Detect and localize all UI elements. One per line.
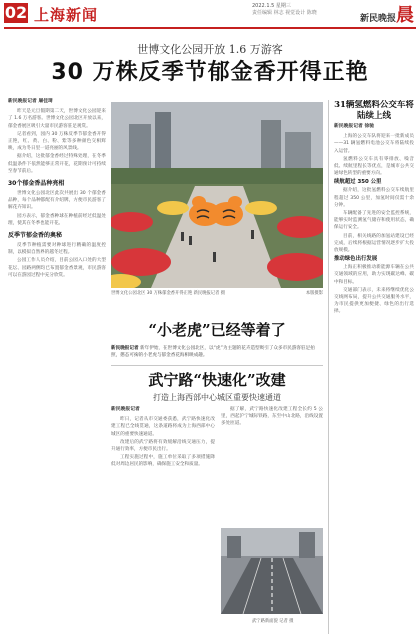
right-column	[334, 100, 414, 634]
tulip-tiger-photo	[111, 102, 323, 288]
right-paragraph: 氢燃料公交车具有零排放、噪音低、续航里程长等优点，是城市公共交通绿色转型的重要方向。	[334, 156, 414, 177]
road-illustration	[221, 528, 323, 614]
story-divider	[111, 365, 323, 366]
photo-caption-text: 世博文化公园北区 30 万株郁金香开得正艳 新民晚报记者 摄	[111, 291, 226, 296]
lead-byline: 新民晚报记者 屠佳琦	[8, 99, 53, 104]
story2-headline: “小老虎”已经等着了	[148, 321, 286, 339]
story3-paragraph: 工程实施过程中，施工单位采取了多项措施降低对周边居民的影响，确保施工安全和质量。	[111, 455, 215, 468]
right-paragraph: 据介绍，这批氢燃料公交车续航里程超过 350 公里，加氢时间仅需十余分钟。	[334, 188, 414, 208]
right-paragraph: 上海的公交车队将迎来一批新成员——31 辆氢燃料电池公交车将陆续投入运营。	[334, 134, 414, 154]
right-paragraph: 目前，相关线路的加氢站建设已经完成，后续将根据运营情况逐步扩大投放规模。	[334, 233, 414, 254]
road-photo	[221, 528, 323, 614]
lead-paragraph: 昨天是元旦假期第二天，世博文化公园迎来了 1.6 万名游客。世博文化公园北区开放以来，郁金香展区吸引大量市民游客驻足观赏。	[8, 109, 106, 129]
lead-subhead: 30个郁金香品种亮相	[8, 180, 65, 188]
lead-headline: 30 万株反季节郁金香开得正艳	[51, 60, 369, 85]
right-byline: 新民晚报记者 徐驰	[334, 124, 375, 129]
story2-lead-label: 新民晚报记者	[111, 346, 139, 351]
column-divider	[328, 100, 329, 634]
photo-credit: 本版摄影	[305, 291, 323, 296]
section-title: 上海新闻	[34, 6, 99, 24]
masthead-rule	[4, 27, 416, 29]
page-number-badge: 02	[4, 3, 28, 22]
lead-paragraph: 记者看到，园内 30 万株反季节郁金香开得正艳，红、黄、白、粉、紫等多种颜色交相辉映，成为冬日里一道亮丽的风景线。	[8, 131, 106, 152]
lead-paragraph: 据介绍，这批郁金香经过特殊处理，在冬季低温条件下依然能够正常开花，花期预计可持续至春节前后。	[8, 154, 106, 174]
story3-byline: 新民晚报记者	[111, 407, 140, 412]
story3-paragraph: 改建后的武宁路将有效缓解沿线交通压力，提升通行效率，方便市民出行。	[111, 439, 215, 453]
masthead-meta	[252, 3, 372, 17]
lead-kicker: 世博文化公园开放 1.6 万游客	[137, 43, 283, 56]
story3-subtitle: 打造上海西部中心城区重要快速通道	[153, 393, 281, 402]
logo-text: 新民晚报	[359, 14, 396, 24]
right-subhead: 推动绿色出行发展	[334, 256, 378, 263]
lead-paragraph: 园方表示，郁金香种球在种植前经过低温处理，使其在冬季也能开花。	[8, 213, 106, 226]
story2-lead	[111, 345, 323, 359]
logo-mark: 晨	[396, 5, 414, 26]
masthead	[0, 0, 420, 28]
right-headline: 31辆氢燃料公交车将陆续上线	[334, 100, 414, 121]
story3-paragraph: 据了解，武宁路快速化改建工程全长约 5 公里，西起沪宁城际铁路，东至中山北路，沿线设置多处匝道。	[221, 407, 323, 427]
lead-paragraph: 反季节种植需要对种球进行精确的温度控制，以模拟自然界的越冬过程。	[8, 243, 106, 256]
right-subhead: 续航超过 350 公里	[334, 179, 382, 186]
story3-body-col1	[111, 406, 215, 634]
story3-body-col2	[221, 406, 323, 524]
date-line: 2022.1.5 星期三	[252, 3, 291, 9]
story2-lead-text: 新年伊始，在世博文化公园北区，以“虎”为主题的花卉造型吸引了众多市民游客驻足拍照，憨态可掬的小老虎与郁金香花海相映成趣。	[111, 346, 315, 358]
lead-paragraph: 世博文化公园北区此次共展出 30 个郁金香品种，每个品种都配有介绍牌，方便市民游客了解花卉知识。	[8, 191, 106, 211]
right-paragraph: 交通部门表示，未来将继续优化公交线网布局，提升公共交通服务水平，为市民提供更加便捷、绿色的出行选择。	[334, 287, 414, 315]
right-paragraph: 上海正积极推动新能源车辆在公共交通领域的应用，助力实现碳达峰、碳中和目标。	[334, 265, 414, 285]
photo-illustration	[111, 102, 323, 288]
story3-paragraph: 昨日，记者从市交通委获悉，武宁路快速化改建工程已全线贯通，这条道路将成为上海西部中心城区的重要快速通道。	[111, 417, 215, 437]
editor-line: 责任编辑 林志 视觉设计 陈晓	[252, 10, 317, 16]
right-paragraph: 车辆配备了先进的安全监控系统，能够实时监测氢气储存和使用状态，确保运行安全。	[334, 211, 414, 231]
lead-paragraph: 公园工作人员介绍，目前公园入口处的大型花坛、园路两侧均已布置郁金香景观，市民游客可以在游园过程中充分欣赏。	[8, 258, 106, 278]
lead-story-body	[8, 98, 106, 634]
lead-subhead: 反季节郁金香的奥秘	[8, 232, 63, 240]
newspaper-logo	[360, 1, 414, 27]
story3-headline: 武宁路“快速化”改建	[148, 371, 286, 389]
road-photo-caption: 武宁路新面貌 记者 摄	[252, 619, 294, 624]
